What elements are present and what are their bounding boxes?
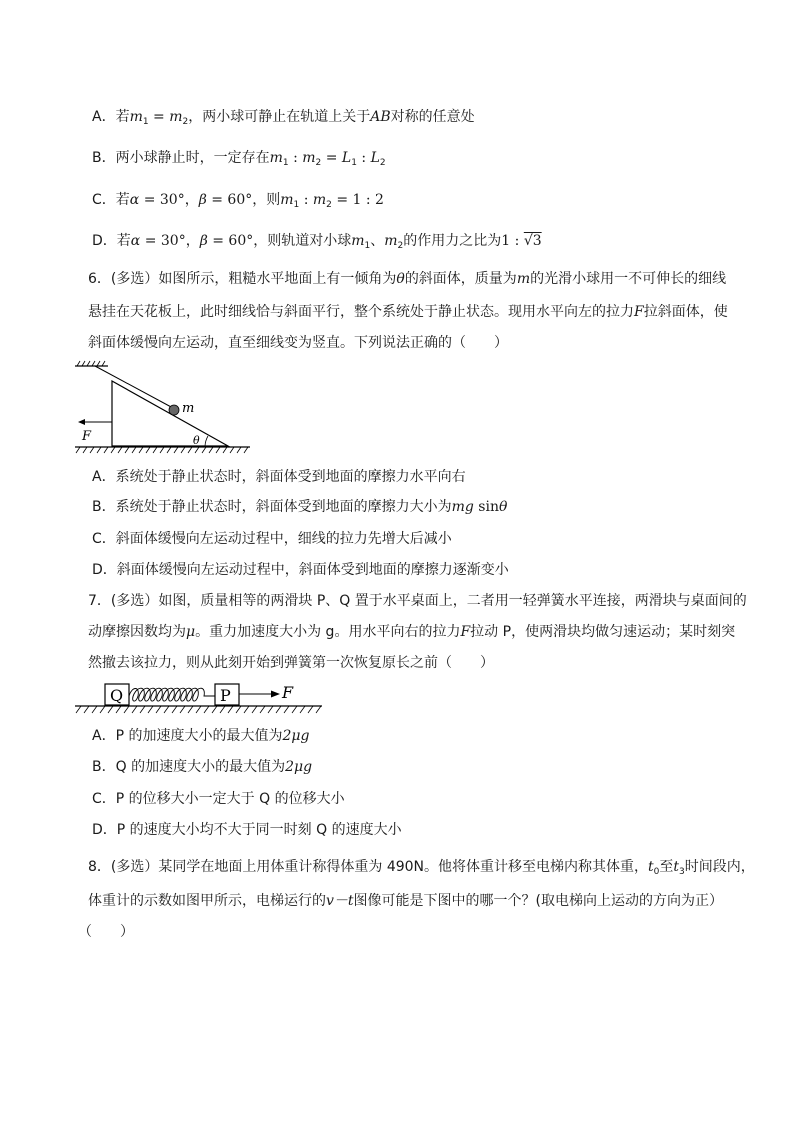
label-f: F bbox=[282, 683, 294, 702]
q6-option-b: B．系统处于静止状态时，斜面体受到地面的摩擦力大小为mg sinθ bbox=[92, 499, 508, 515]
q8-stem-line3: （ ） bbox=[78, 924, 134, 940]
angle-arc bbox=[205, 436, 208, 446]
q5-option-a: A．若$m_1 = m_2$，两小球可静止在轨道上关于AB对称的任意处 bbox=[92, 109, 475, 127]
ceiling-hatch bbox=[77, 361, 105, 366]
ground-hatch bbox=[76, 447, 248, 453]
q7-option-d: D．P 的速度大小均不大于同一时刻 Q 的速度大小 bbox=[92, 822, 402, 838]
pull-arrowhead bbox=[271, 691, 280, 698]
spring bbox=[129, 688, 215, 701]
q5-option-d: D．若α = 30°，β = 60°，则轨道对小球$m_1$、$m_2$的作用力之比为1 : √3 bbox=[92, 233, 542, 251]
label-q: Q bbox=[110, 686, 124, 705]
q6-stem-line3: 斜面体缓慢向左运动，直至细线变为竖直。下列说法正确的（ ） bbox=[88, 335, 508, 351]
label-F: F bbox=[82, 429, 92, 444]
label-theta: θ bbox=[193, 434, 200, 447]
string-line bbox=[95, 366, 173, 408]
q7-stem-line3: 然撤去该拉力，则从此刻开始到弹簧第一次恢复原长之前（ ） bbox=[88, 655, 494, 671]
q6-option-d: D．斜面体缓慢向左运动过程中，斜面体受到地面的摩擦力逐渐变小 bbox=[92, 562, 509, 578]
q6-incline-figure bbox=[70, 358, 270, 458]
label-m: m bbox=[182, 401, 195, 416]
q5-option-b: B．两小球静止时，一定存在$m_1$ : $m_2 = L_1$ : $L_2$ bbox=[92, 150, 386, 168]
q7-option-c: C．P 的位移大小一定大于 Q 的位移大小 bbox=[92, 791, 345, 807]
q6-stem-line1: 6．(多选）如图所示，粗糙水平地面上有一倾角为θ的斜面体，质量为m的光滑小球用一不可伸长的细线 bbox=[88, 271, 727, 287]
q8-stem-line2: 体重计的示数如图甲所示，电梯运行的v－t图像可能是下图中的哪一个？(取电梯向上运动的方向为正） bbox=[88, 893, 724, 909]
q7-option-b: B．Q 的加速度大小的最大值为2μg bbox=[92, 759, 313, 775]
q7-option-a: A．P 的加速度大小的最大值为2μg bbox=[92, 728, 310, 744]
ball bbox=[169, 405, 179, 415]
q6-stem-line2: 悬挂在天花板上，此时细线恰与斜面平行，整个系统处于静止状态。现用水平向左的拉力F拉斜面体，使 bbox=[88, 304, 728, 320]
q7-stem-line1: 7．(多选）如图，质量相等的两滑块 P、Q 置于水平桌面上，二者用一轻弹簧水平连接，两滑块与桌面间的 bbox=[88, 593, 747, 609]
q6-option-c: C．斜面体缓慢向左运动过程中，细线的拉力先增大后减小 bbox=[92, 531, 452, 547]
force-arrowhead bbox=[78, 419, 85, 425]
q5-option-c: C．若α = 30°，β = 60°，则$m_1$ : $m_2 = 1$ : 2 bbox=[92, 192, 384, 210]
table-hatch bbox=[76, 706, 321, 713]
q8-stem-line1: 8．(多选）某同学在地面上用体重计称得体重为 490N。他将体重计移至电梯内称其体重，$t_0$至$t_3$时间段内， bbox=[88, 859, 755, 877]
q7-spring-figure bbox=[72, 680, 327, 718]
q6-option-a: A．系统处于静止状态时，斜面体受到地面的摩擦力水平向右 bbox=[92, 469, 466, 485]
label-p: P bbox=[220, 686, 231, 705]
q7-stem-line2: 动摩擦因数均为μ。重力加速度大小为 g。用水平向右的拉力F拉动 P，使两滑块均做匀速运动；某时刻突 bbox=[88, 624, 736, 640]
